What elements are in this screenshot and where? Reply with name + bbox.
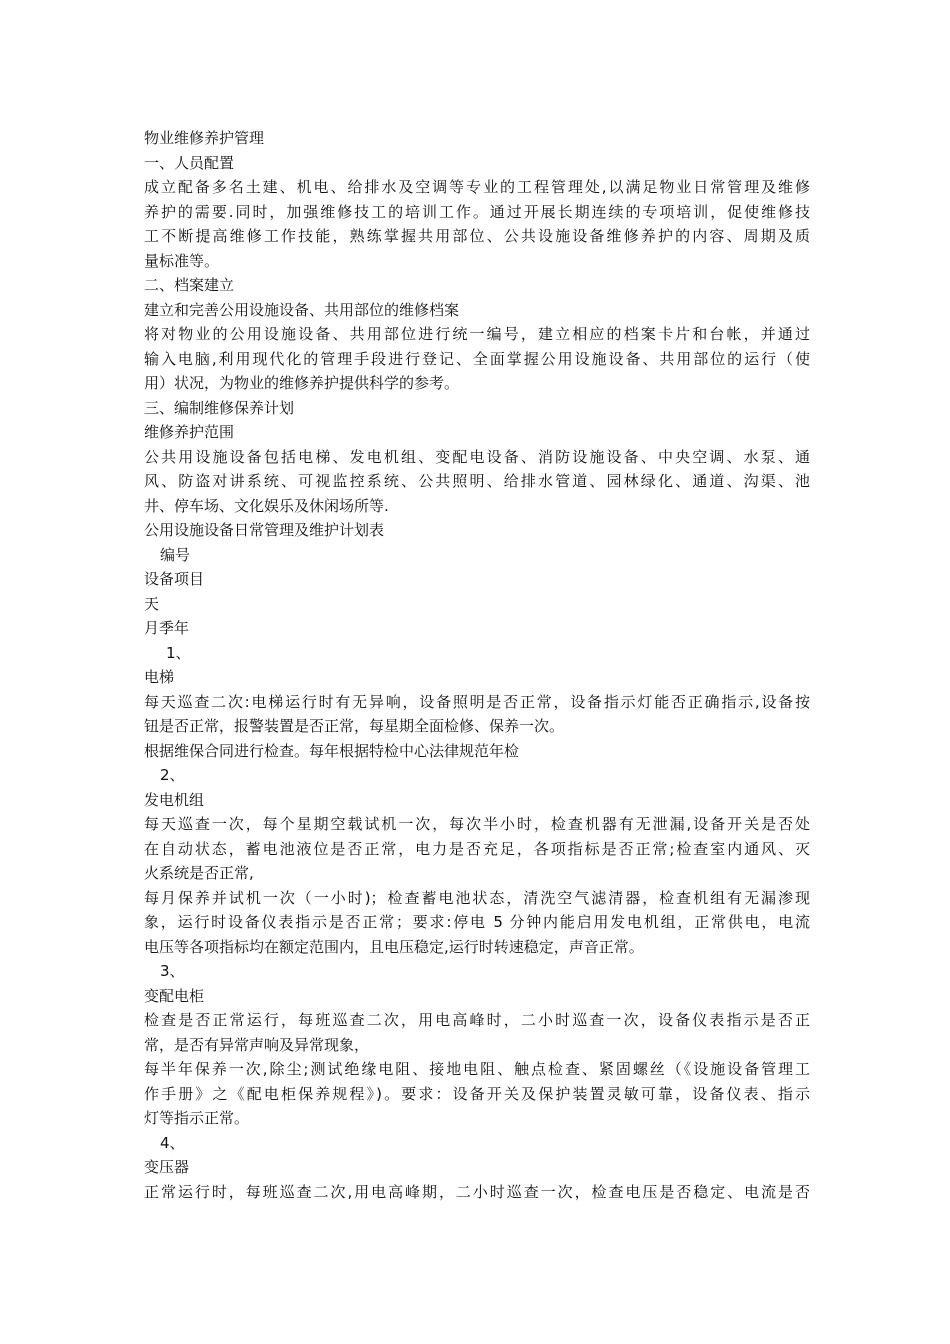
item-periodic-line: 象，运行时设备仪表指示是否正常；要求:停电 5 分钟内能启用发电机组，正常供电，电流 (144, 913, 810, 931)
item-daily-line: 检查是否正常运行，每班巡查二次，用电高峰时，二小时巡查一次，设备仪表指示是否正 (144, 1011, 810, 1029)
item-daily-line: 常，是否有异常声响及异常现象， (144, 1035, 370, 1054)
item-number: 3、 (160, 962, 185, 980)
item-daily-line: 在自动状态，蓄电池液位是否正常，电力是否充足，各项指标是否正常;检查室内通风、灭 (144, 839, 810, 858)
item-number: 4、 (160, 1133, 185, 1152)
paragraph-line: 公共用设施设备包括电梯、发电机组、变配电设备、消防设施设备、中央空调、水泵、通 (144, 447, 810, 466)
paragraph-line: 将对物业的公用设施设备、共用部位进行统一编号，建立相应的档案卡片和台帐，并通过 (144, 325, 810, 343)
item-periodic-line: 灯等指示正常。 (144, 1109, 250, 1127)
paragraph-line: 工不断提高维修工作技能，熟练掌握共用部位、公共设施设备维修养护的内容、周期及质 (144, 227, 810, 245)
item-daily-line: 钮是否正常，报警装置是否正常，每星期全面检修、保养一次。 (144, 717, 565, 735)
paragraph-line: 输入电脑,利用现代化的管理手段进行登记、全面掌握公用设施设备、共用部位的运行（使 (144, 349, 810, 368)
document-page (144, 126, 810, 1204)
item-number: 1、 (166, 643, 191, 662)
section-1-heading: 一、人员配置 (144, 153, 235, 172)
item-periodic-line: 每月保养并试机一次（一小时)；检查蓄电池状态，清洗空气滤清器，检查机组有无漏渗现 (144, 888, 810, 907)
item-name: 变压器 (144, 1158, 190, 1176)
item-daily-line: 每天巡查二次:电梯运行时有无异响，设备照明是否正常，设备指示灯能否正确指示,设备按 (144, 692, 810, 711)
table-header-period: 月季年 (144, 619, 190, 637)
section-3-heading: 三、编制维修保养计划 (144, 398, 295, 417)
item-number: 2、 (160, 766, 185, 784)
paragraph-line: 井、停车场、文化娱乐及休闲场所等. (144, 496, 389, 515)
item-name: 变配电柜 (144, 986, 205, 1005)
item-daily-line: 正常运行时，每班巡查二次,用电高峰期，二小时巡查一次，检查电压是否稳定、电流是否 (144, 1182, 810, 1201)
document-title: 物业维修养护管理 (144, 129, 265, 147)
section-3-subheading: 维修养护范围 (144, 423, 235, 441)
item-name: 发电机组 (144, 790, 205, 809)
item-periodic-line: 根据维保合同进行检查。每年根据特检中心法律规范年检 (144, 741, 520, 760)
item-periodic-line: 作手册》之《配电柜保养规程》)。要求：设备开关及保护装置灵敏可靠，设备仪表、指示 (144, 1084, 810, 1103)
item-name: 电梯 (144, 668, 175, 686)
item-daily-line: 每天巡查一次，每个星期空载试机一次，每次半小时，检查机器有无泄漏,设备开关是否处 (144, 815, 810, 833)
table-header-item: 设备项目 (144, 570, 205, 588)
table-title: 公用设施设备日常管理及维护计划表 (144, 521, 385, 539)
paragraph-line: 养护的需要.同时，加强维修技工的培训工作。通过开展长期连续的专项培训，促使维修技 (144, 202, 810, 221)
paragraph-line: 用）状况，为物业的维修养护提供科学的参考。 (144, 374, 460, 392)
table-header-day: 天 (144, 594, 160, 613)
table-header-number: 编号 (160, 545, 191, 564)
paragraph-line: 风、防盗对讲系统、可视监控系统、公共照明、给排水管道、园林绿化、通道、沟渠、池 (144, 472, 810, 490)
paragraph-line: 成立配备多名土建、机电、给排水及空调等专业的工程管理处,以满足物业日常管理及维修 (144, 178, 810, 196)
section-2-heading: 二、档案建立 (144, 276, 235, 294)
section-2-subheading: 建立和完善公用设施设备、共用部位的维修档案 (144, 300, 460, 319)
paragraph-line: 量标准等。 (144, 251, 220, 270)
item-periodic-line: 电压等各项指标均在额定范围内，且电压稳定,运行时转速稳定，声音正常。 (144, 937, 644, 956)
item-periodic-line: 每半年保养一次,除尘;测试绝缘电阻、接地电阻、触点检查、紧固螺丝（《设施设备管理工 (144, 1060, 810, 1078)
item-daily-line: 火系统是否正常, (144, 864, 254, 882)
